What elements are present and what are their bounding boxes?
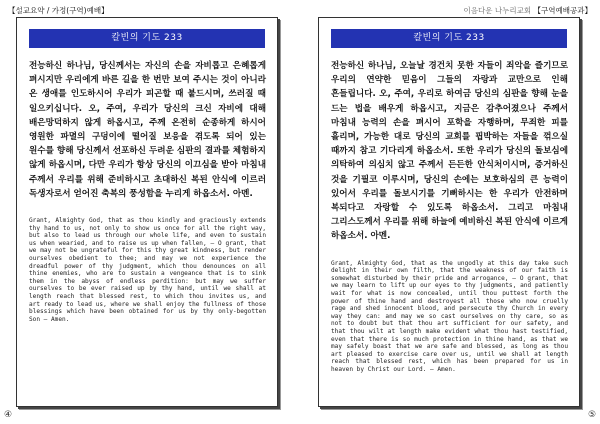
header-section-tag: 【구역예배공과】: [533, 6, 592, 15]
header-site-name: 이음다운 나누리교회: [463, 6, 532, 15]
header-left-label: 【설교요약 / 가정(구역)예배】: [8, 6, 109, 15]
english-prayer-text: Grant, Almighty God, that as the ungodly at this day take such delight in their own filth, that the weakness of our faith is somewhat disturbed by their pride and arrogance, — O grant, that we may learn to lift up our eyes to thy judgments, and patiently wait for what is now concealed, until thou puttest forth the power of thine hand and destroyest all those who now cruelly rage and shed innocent blood, and persecute thy Church in every way they can: and may we so cast ourselves on thy care, so as not to doubt but that thou art sufficient for our safety, and that thou wilt at length make evident what thou hast testified, even that there is so much protection in thine hand, as that we may safely boast that we are safe and blessed, as long as thou art pleased to exercise care over us, until we shall at length reach that blessed rest, which has been prepared for us in heaven by Christ our Lord. — Amen.: [331, 259, 568, 373]
left-page: [16, 17, 278, 407]
page-number-right: ⑤: [588, 410, 597, 420]
right-page: [318, 17, 580, 407]
korean-prayer-text: 전능하신 하나님, 오늘날 경건치 못한 자들이 죄악을 즐기므로 우리의 연약한 믿음이 그들의 자랑과 교만으로 인해 흔들립니다. 오, 주여, 우리로 하여금 당신의 심판을 향해 눈을 드는 법을 배우게 하옵시고, 지금은 감추어졌으나 주께서 마침내 능력의 손을 펴시어 포학을 자행하며, 무죄한 피를 흘리며, 가능한 대로 당신의 교회를 핍박하는 자들을 꺾으실 때까지 참고 기다리게 하옵소서. 또한 우리가 당신의 돌보심에 의탁하여 의심치 않고 주께서 든든한 안식처이시며, 증거하신 것을 기필코 이루시며, 당신의 손에는 보호하심의 큰 능력이 있어서 우리를 돌보시기를 기뻐하시는 한 우리가 안전하며 복되다고 자랑할 수 있도록 하옵소서. 그리고 마침내 그리스도께서 우리를 위해 하늘에 예비하신 복된 안식에 이르게 하옵소서. 아멘.: [331, 61, 568, 242]
page-number-left: ④: [4, 410, 13, 420]
header-right: [464, 5, 592, 16]
prayer-title: 칼빈의 기도 233: [29, 29, 265, 48]
korean-prayer-text: 전능하신 하나님, 당신께서는 자신의 손을 자비롭고 은혜롭게 펴시지만 우리에게 바른 길을 한 번만 보여 주시는 것이 아니라 온 생애를 인도하시어 우리가 피곤할 때 붙드시며, 쓰러질 때 일으키십니다. 오, 주여, 우리가 당신의 크신 자비에 대해 배은망덕하지 않게 하옵시고, 주께 온전히 순종하게 하시어 영원한 파멸의 구덩이에 떨어질 보응을 겪도록 되어 있는 원수를 향해 당신께서 선포하신 두려운 심판의 결과를 체험하지 않게 하옵시며, 다만 우리가 항상 당신의 이끄심을 받아 마침내 주께서 우리를 위해 준비하시고 초대하신 복된 안식에 이르러 독생자로서 얻어진 축복의 풍성함을 누리게 하옵소서. 아멘.: [29, 61, 266, 199]
prayer-title: 칼빈의 기도 233: [331, 29, 567, 48]
english-prayer-text: Grant, Almighty God, that as thou kindly and graciously extends thy hand to us, not only to show us once for all the right way, but also to lead us through our whole life, and even to sustain us when wearied, and to raise us up when fallen, — O grant, that we may not be ungrateful for this thy great kindness, but render ourselves obedient to thee; and may we not experience the dreadful power of thy judgment, which thou denounces on all thine enemies, who are to sustain a vengeance that is to sink them in the abyss of endless perdition: but may we suffer ourselves to be ever raised up by thy hand, until we shall at length reach that blessed rest, to which thou invites us, and art ready to lead us, where we shall enjoy the fullness of those blessings which have been obtained for us by thy only-begotten Son — Amen.: [29, 217, 266, 323]
